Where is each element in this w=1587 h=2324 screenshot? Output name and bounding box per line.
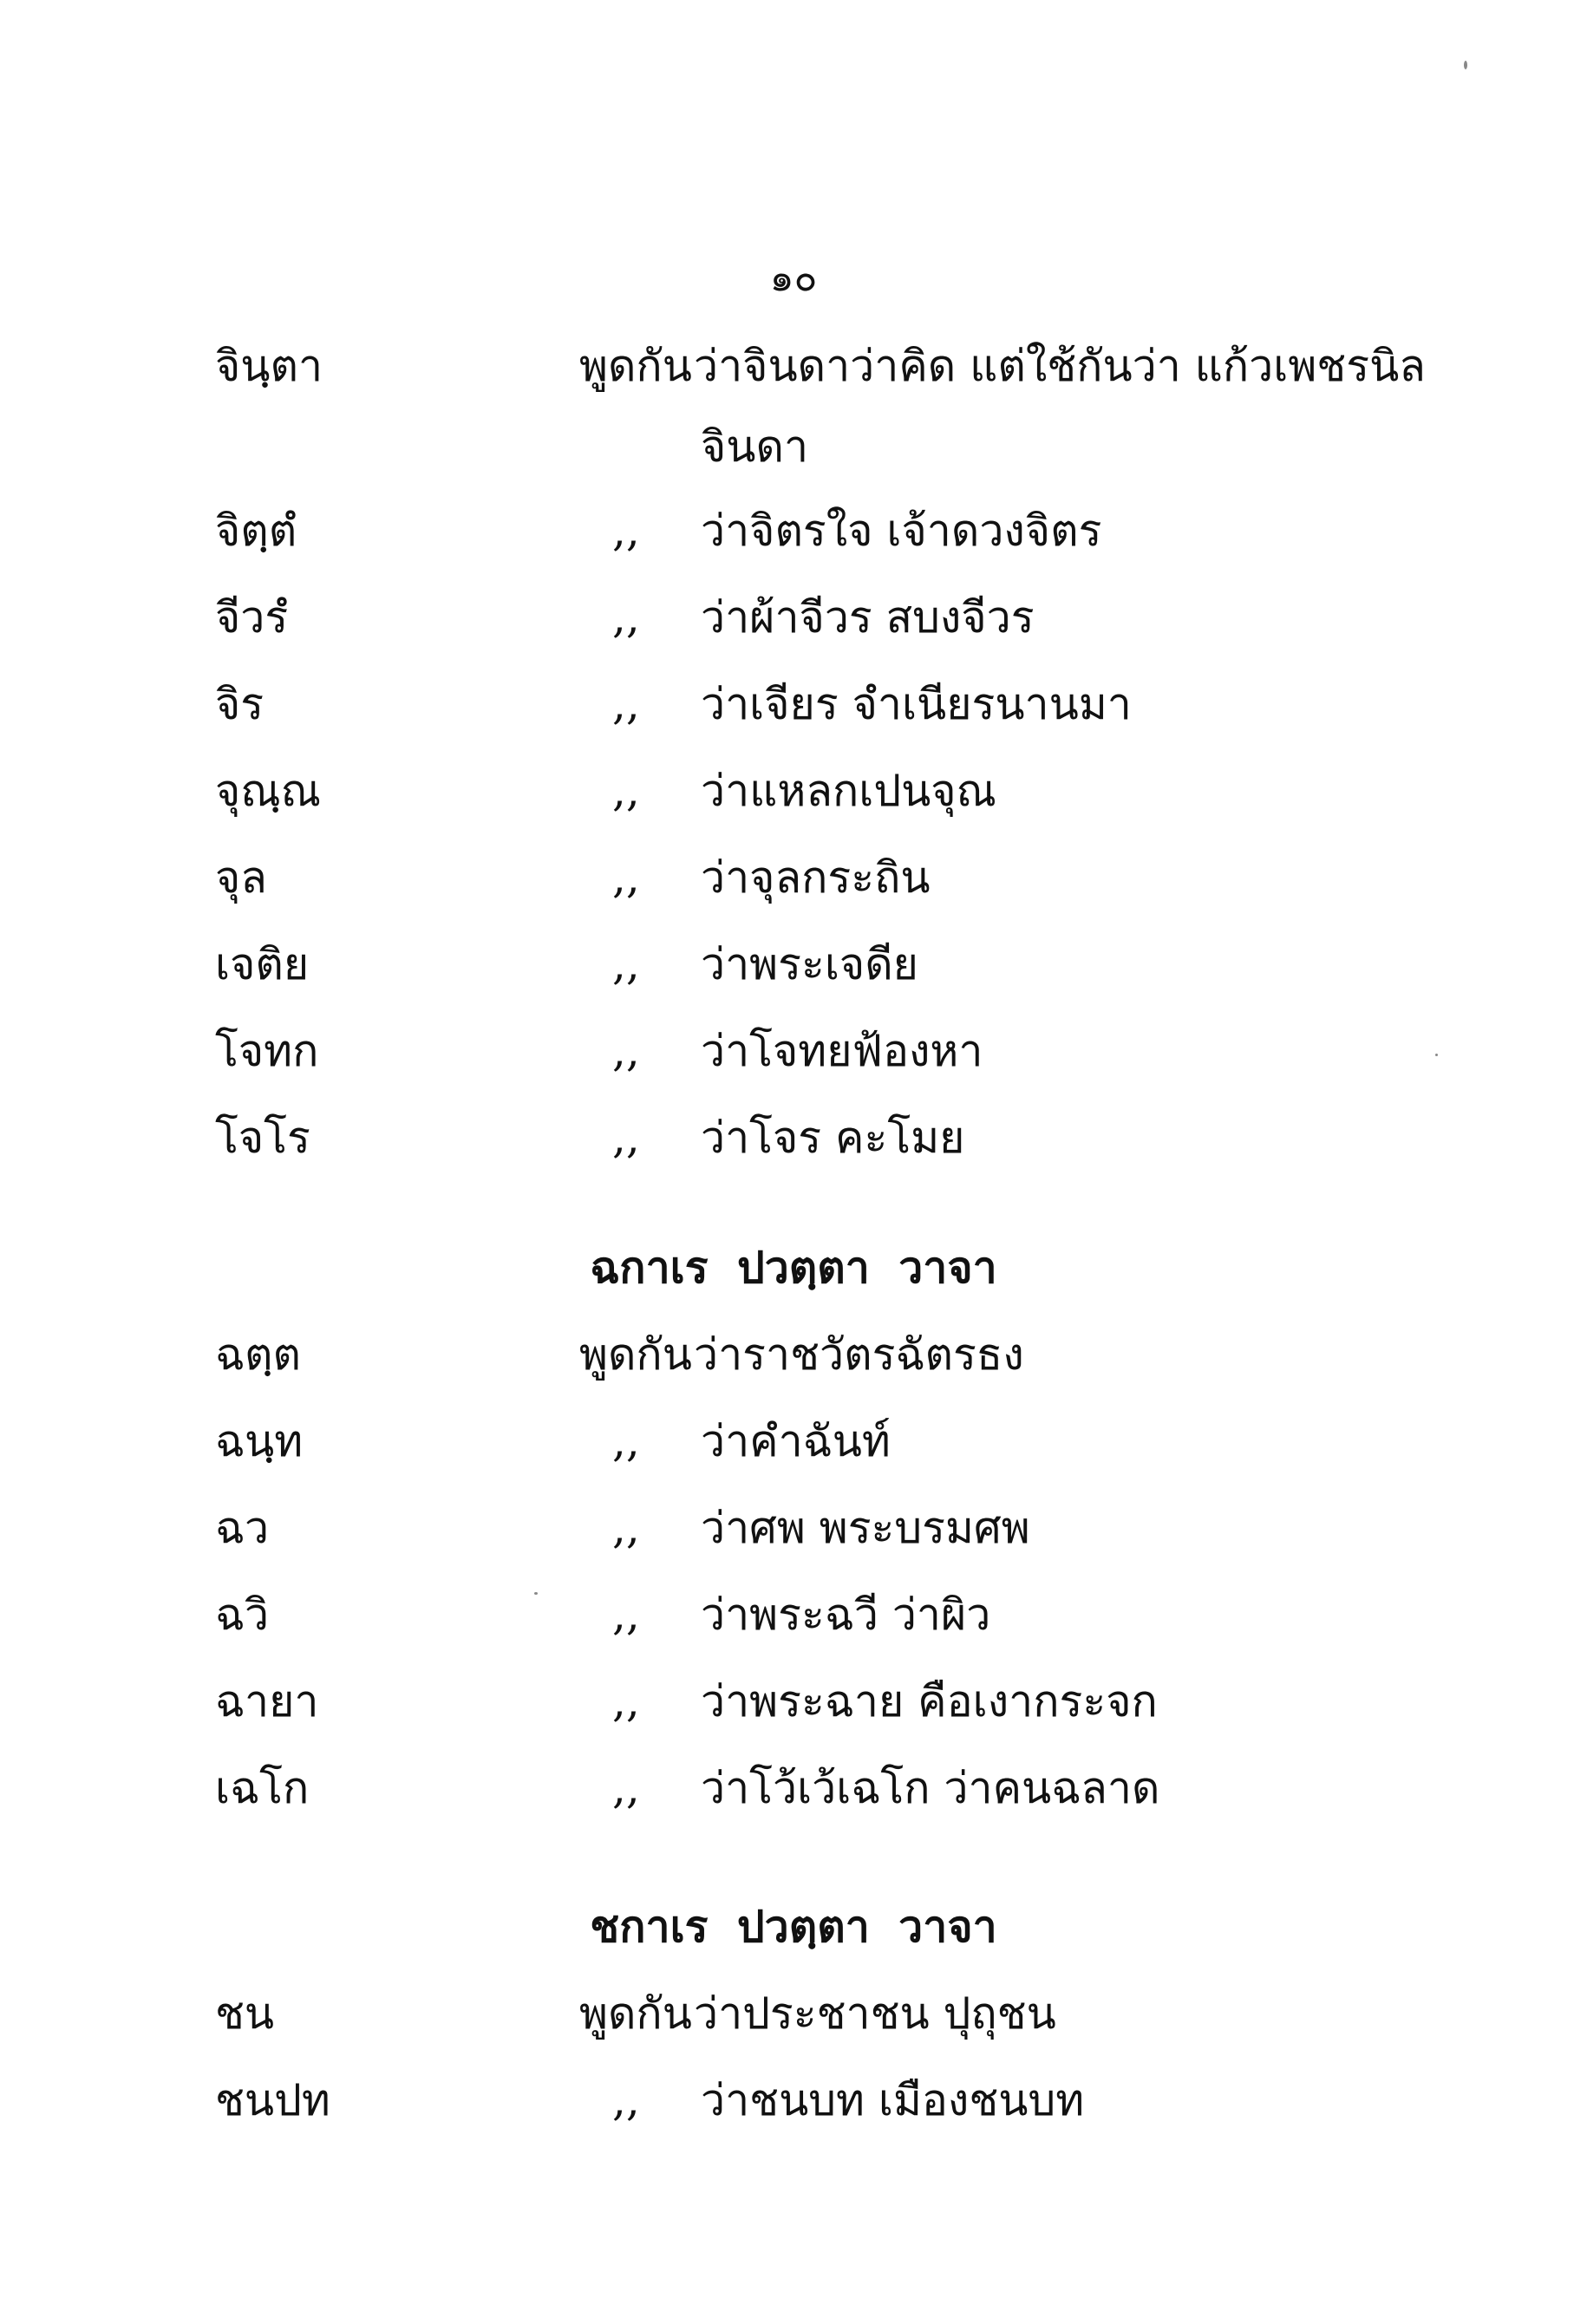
entry-term: จิร: [215, 679, 264, 729]
entry-row: [0, 930, 1587, 999]
entry-definition: ว่าชนบท เมืองชนบท: [701, 2075, 1085, 2125]
ditto-mark: ,,: [612, 1763, 640, 1813]
ditto-mark: ,,: [612, 1113, 640, 1163]
entry-definition: ว่าโว้เว้เฉโก ว่าคนฉลาด: [701, 1763, 1160, 1813]
entry-term: ฉตฺต: [215, 1329, 301, 1380]
ditto-mark: ,,: [612, 592, 640, 643]
entry-term: ชนปท: [215, 2075, 330, 2125]
scan-speck: [534, 1592, 538, 1595]
entry-term: โจทก: [215, 1026, 319, 1076]
entry-term: จุล: [215, 852, 267, 903]
entry-row: [0, 1103, 1587, 1172]
ditto-mark: ,,: [612, 939, 640, 989]
entry-term: ฉายา: [215, 1676, 319, 1727]
entry-row: [0, 331, 1587, 401]
ditto-mark: ,,: [612, 2075, 640, 2125]
entry-row: [0, 756, 1587, 826]
entry-definition: ว่าเจียร จำเนียรนานมา: [701, 679, 1132, 729]
entry-term: ชน: [215, 1988, 275, 2039]
entry-term: ฉว: [215, 1503, 270, 1553]
entry-row: [0, 1320, 1587, 1389]
scan-speck: [1464, 61, 1467, 69]
entry-row: [0, 843, 1587, 912]
entry-definition: ว่าจิตรใจ เจ้าดวงจิตร: [701, 506, 1102, 556]
ditto-mark: ,,: [612, 1416, 640, 1466]
entry-row: [0, 1580, 1587, 1649]
entry-term: จุณฺณ: [215, 766, 322, 816]
entry-row: [0, 1407, 1587, 1476]
ditto-mark: ,,: [612, 1676, 640, 1727]
section-heading: ฉกาเร ปวตฺตา วาจา: [590, 1242, 997, 1293]
entry-row: [0, 496, 1587, 565]
ditto-mark: ,,: [612, 506, 640, 556]
entry-term: เจติย: [215, 939, 310, 989]
entry-row: [0, 2066, 1587, 2135]
entry-row: [0, 1753, 1587, 1823]
ditto-mark: ,,: [612, 766, 640, 816]
entry-term: จิตฺตํ: [215, 506, 297, 556]
entry-definition: ว่าโจทยฟ้องหา: [701, 1026, 983, 1076]
entry-definition: ว่าคำฉันท์: [701, 1416, 891, 1466]
entry-term: จีวรํ: [215, 592, 289, 643]
page-number: ๑๐: [769, 256, 818, 300]
entry-term: ฉวิ: [215, 1590, 270, 1640]
entry-row-continuation: [0, 412, 1587, 481]
entry-row: [0, 1493, 1587, 1563]
entry-definition: ว่าศพ พระบรมศพ: [701, 1503, 1030, 1553]
entry-prefix: พูดกัน: [579, 341, 692, 391]
entry-prefix: พูดกัน: [579, 1988, 692, 2039]
entry-definition: ว่าพระฉวี ว่าผิว: [701, 1590, 991, 1640]
entry-definition: ว่าแหลกเปนจุณ: [701, 766, 996, 816]
entry-term: จินฺตา: [215, 341, 323, 391]
entry-definition: จินดา: [701, 421, 809, 472]
ditto-mark: ,,: [612, 679, 640, 729]
entry-prefix: พูดกัน: [579, 1329, 692, 1380]
entry-row: [0, 1016, 1587, 1086]
entry-row: [0, 1667, 1587, 1736]
entry-definition: ว่าพระเจดีย: [701, 939, 918, 989]
entry-definition: ว่าจุลกระถิน: [701, 852, 931, 903]
entry-row: [0, 1979, 1587, 2048]
entry-term: ฉนฺท: [215, 1416, 304, 1466]
ditto-mark: ,,: [612, 1503, 640, 1553]
entry-row: [0, 583, 1587, 652]
ditto-mark: ,,: [612, 852, 640, 903]
entry-definition: ว่าจินดาว่าคิด แต่ใช้กันว่า แก้วเพชรนิล: [694, 341, 1426, 391]
ditto-mark: ,,: [612, 1590, 640, 1640]
ditto-mark: ,,: [612, 1026, 640, 1076]
entry-term: เฉโก: [215, 1763, 310, 1813]
entry-definition: ว่าราชวัตรฉัตรธง: [694, 1329, 1024, 1380]
entry-definition: ว่าประชาชน ปุถุชน: [694, 1988, 1056, 2039]
entry-definition: ว่าโจร คะโมย: [701, 1113, 965, 1163]
entry-definition: ว่าผ้าจีวร สบงจีวร: [701, 592, 1035, 643]
section-heading: ชกาเร ปวตฺตา วาจา: [590, 1901, 997, 1952]
entry-term: โจโร: [215, 1113, 310, 1163]
scan-speck: [1435, 1054, 1438, 1056]
entry-row: [0, 669, 1587, 739]
entry-definition: ว่าพระฉาย คือเงากระจก: [701, 1676, 1158, 1727]
